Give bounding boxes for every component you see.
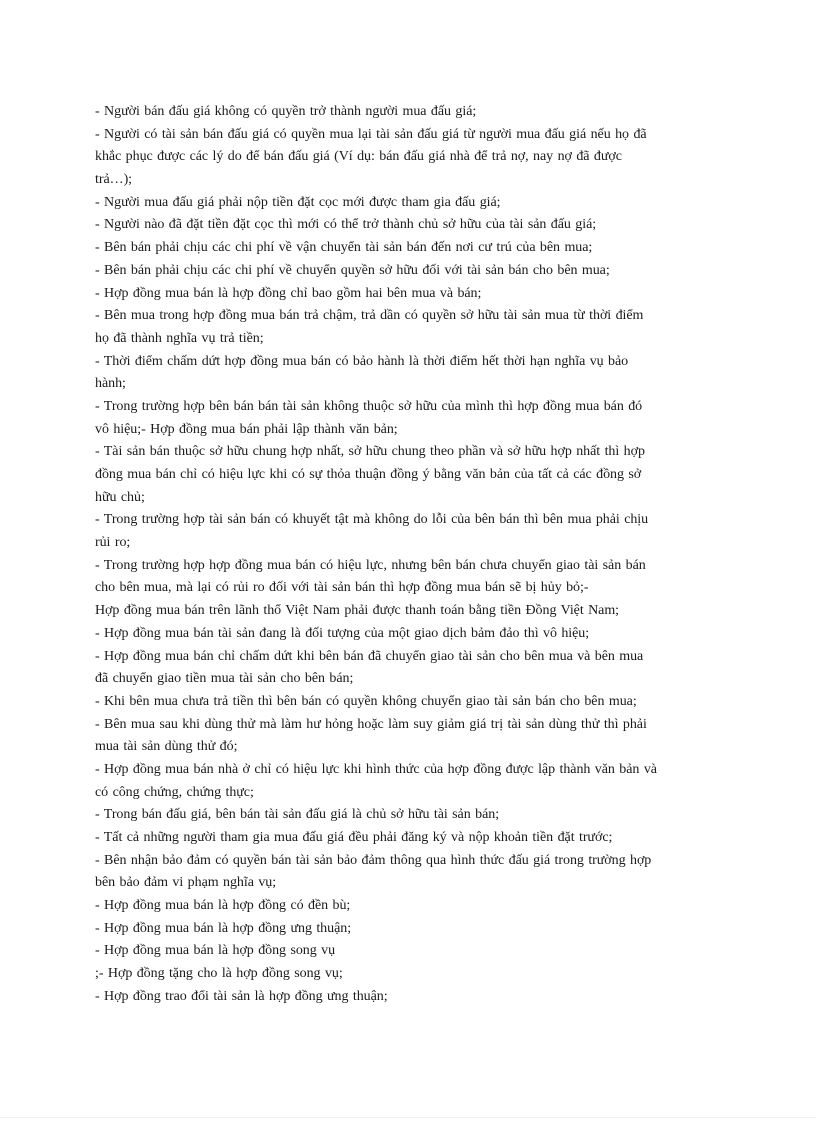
text-line: - Trong trường hợp bên bán bán tài sản không thuộc sở hữu của mình thì hợp đồng mua bán đó bbox=[95, 398, 643, 414]
text-line: trả…); bbox=[95, 172, 133, 188]
text-line: - Bên bán phải chịu các chi phí về chuyển quyền sở hữu đối với tài sản bán cho bên mua; bbox=[95, 262, 610, 278]
text-line: - Hợp đồng mua bán tài sản đang là đối tượng của một giao dịch bảm đảo thì vô hiệu; bbox=[95, 625, 590, 641]
text-line: - Hợp đồng trao đổi tài sản là hợp đồng ưng thuận; bbox=[95, 988, 388, 1004]
text-line: - Khi bên mua chưa trả tiền thì bên bán có quyền không chuyển giao tài sản bán cho bên mua; bbox=[95, 693, 637, 709]
text-line: có công chứng, chứng thực; bbox=[95, 784, 254, 800]
text-line: - Người mua đấu giá phải nộp tiền đặt cọc mới được tham gia đấu giá; bbox=[95, 194, 501, 210]
text-line: - Thời điểm chấm dứt hợp đồng mua bán có bảo hành là thời điểm hết thời hạn nghĩa vụ bảo bbox=[95, 353, 629, 369]
text-line: ;- Hợp đồng tặng cho là hợp đồng song vụ; bbox=[95, 966, 343, 982]
text-line: - Người bán đấu giá không có quyền trở thành người mua đấu giá; bbox=[95, 104, 477, 119]
text-line: rủi ro; bbox=[95, 535, 131, 551]
page-bottom-divider bbox=[0, 1117, 816, 1118]
text-line: họ đã thành nghĩa vụ trả tiền; bbox=[95, 330, 264, 346]
text-line: khắc phục được các lý do để bán đấu giá (Ví dụ: bán đấu giá nhà để trả nợ, nay nợ đã được bbox=[95, 149, 622, 165]
text-line: - Hợp đồng mua bán là hợp đồng chỉ bao gồm hai bên mua và bán; bbox=[95, 285, 482, 301]
text-line: đã chuyển giao tiền mua tài sản cho bên bán; bbox=[95, 671, 354, 687]
text-line: - Hợp đồng mua bán là hợp đồng song vụ bbox=[95, 943, 336, 959]
document-body bbox=[95, 101, 725, 1009]
text-line: - Bên mua sau khi dùng thử mà làm hư hỏng hoặc làm suy giảm giá trị tài sản dùng thử thì phải bbox=[95, 716, 647, 732]
text-line: hành; bbox=[95, 376, 126, 392]
text-line: hữu chủ; bbox=[95, 489, 145, 505]
text-line: cho bên mua, mà lại có rủi ro đối với tài sản bán thì hợp đồng mua bán sẽ bị hủy bỏ;- bbox=[95, 580, 589, 596]
text-line: Hợp đồng mua bán trên lãnh thổ Việt Nam phải được thanh toán bằng tiền Đồng Việt Nam; bbox=[95, 603, 620, 619]
text-line: - Bên bán phải chịu các chi phí về vận chuyển tài sản bán đến nơi cư trú của bên mua; bbox=[95, 240, 593, 256]
text-line: - Người nào đã đặt tiền đặt cọc thì mới có thể trở thành chủ sở hữu của tài sản đấu giá; bbox=[95, 217, 597, 233]
text-line: - Tất cả những người tham gia mua đấu giá đều phải đăng ký và nộp khoản tiền đặt trước; bbox=[95, 830, 613, 845]
text-line: - Bên nhận bảo đảm có quyền bán tài sản bảo đảm thông qua hình thức đấu giá trong trường hợp bbox=[95, 852, 652, 868]
text-line: - Tài sản bán thuộc sở hữu chung hợp nhất, sở hữu chung theo phần và sở hữu hợp nhất thì hợp bbox=[95, 444, 645, 460]
text-line: - Trong trường hợp hợp đồng mua bán có hiệu lực, nhưng bên bán chưa chuyển giao tài sản bán bbox=[95, 557, 646, 573]
text-line: vô hiệu;- Hợp đồng mua bán phải lập thành văn bản; bbox=[95, 421, 398, 437]
text-line: - Hợp đồng mua bán là hợp đồng ưng thuận; bbox=[95, 920, 352, 936]
text-line: - Hợp đồng mua bán nhà ở chỉ có hiệu lực khi hình thức của hợp đồng được lập thành văn bản và bbox=[95, 761, 657, 777]
text-line: - Bên mua trong hợp đồng mua bán trả chậm, trả dần có quyền sở hữu tài sản mua từ thời điểm bbox=[95, 308, 644, 324]
text-line: - Hợp đồng mua bán chỉ chấm dứt khi bên bán đã chuyển giao tài sản cho bên mua và bên mua bbox=[95, 648, 644, 664]
text-line: - Trong trường hợp tài sản bán có khuyết tật mà không do lỗi của bên bán thì bên mua phải chịu bbox=[95, 512, 649, 528]
text-line: bên bảo đảm vi phạm nghĩa vụ; bbox=[95, 875, 277, 891]
text-line: mua tài sản dùng thử đó; bbox=[95, 739, 238, 755]
text-line: - Người có tài sản bán đấu giá có quyền mua lại tài sản đấu giá từ người mua đấu giá nếu họ đã bbox=[95, 126, 647, 142]
text-line: đồng mua bán chỉ có hiệu lực khi có sự thỏa thuận đồng ý bằng văn bản của tất cả các đồng sở bbox=[95, 467, 642, 482]
text-line: - Trong bán đấu giá, bên bán tài sản đấu giá là chủ sở hữu tài sản bán; bbox=[95, 807, 500, 823]
text-line: - Hợp đồng mua bán là hợp đồng có đền bù; bbox=[95, 898, 351, 914]
